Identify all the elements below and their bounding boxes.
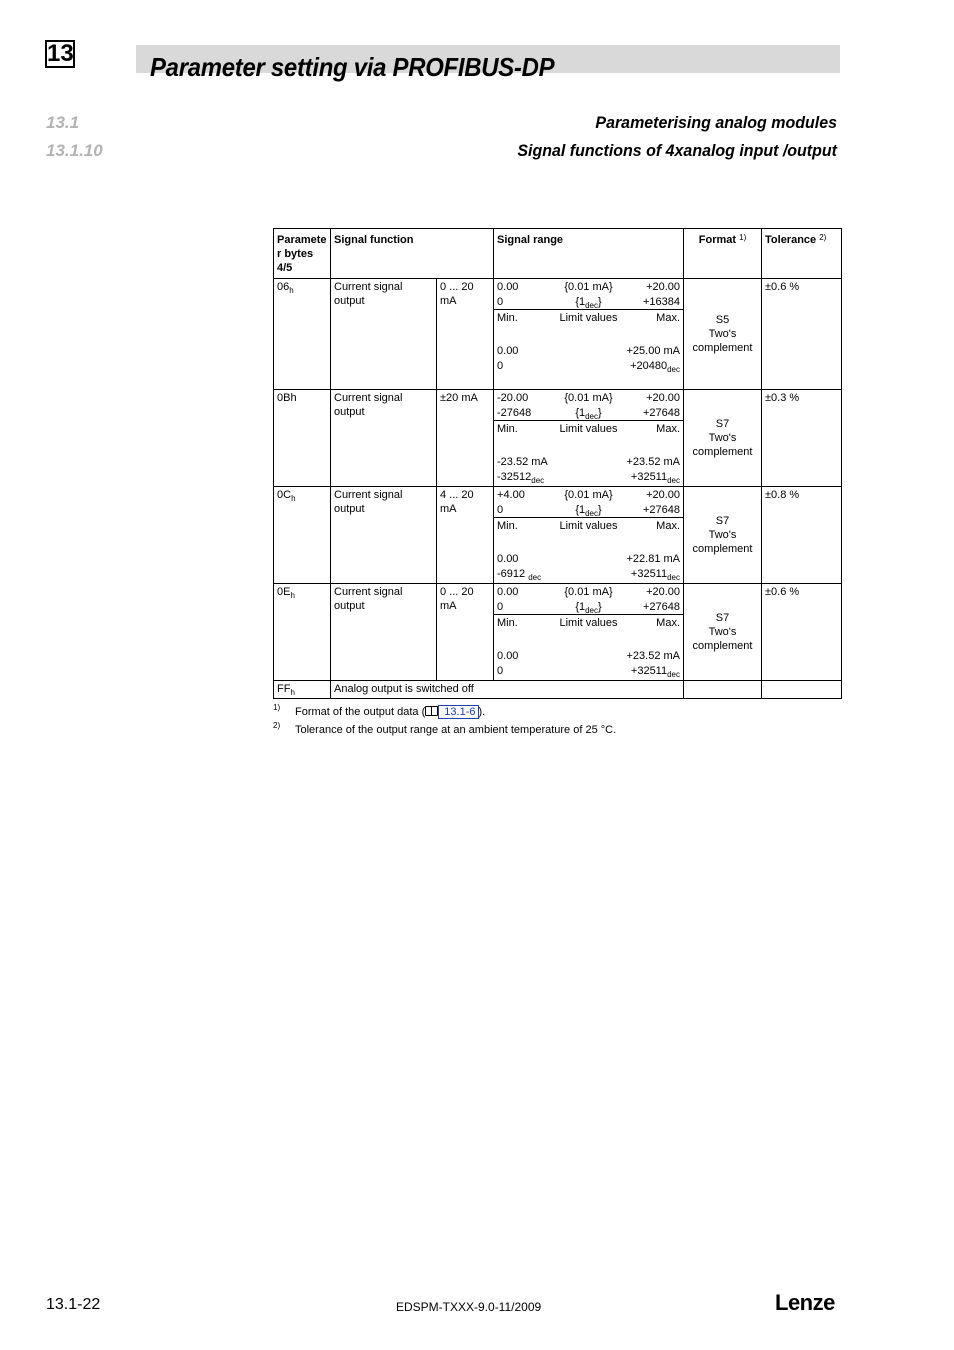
- tolerance-cell: ±0.6 %: [762, 584, 842, 681]
- param-cell: $FF_h$: [274, 681, 331, 699]
- signal-functions-table: [273, 228, 842, 699]
- format-cell: S7 Two's complement: [684, 584, 762, 681]
- document-code: EDSPM-TXXX-9.0-11/2009: [396, 1300, 542, 1314]
- format-cell: S5 Two's complement: [684, 279, 762, 390]
- function-cell: Current signal output: [331, 390, 437, 487]
- range-label-cell: ±20 mA: [437, 390, 494, 487]
- function-cell: Current signal output: [331, 279, 437, 390]
- page-reference-link[interactable]: 13.1-6: [438, 705, 478, 719]
- format-cell: S7 Two's complement: [684, 390, 762, 487]
- tolerance-cell-empty: [762, 681, 842, 699]
- function-cell: Current signal output: [331, 487, 437, 584]
- table-row: [274, 487, 842, 584]
- switched-off-cell: Analog output is switched off: [331, 681, 684, 699]
- tolerance-cell: ±0.3 %: [762, 390, 842, 487]
- function-cell: Current signal output: [331, 584, 437, 681]
- format-cell: S7 Two's complement: [684, 487, 762, 584]
- book-icon: [425, 706, 438, 716]
- chapter-number: 13: [47, 40, 74, 67]
- signal-range-cell: 0.00 {0.01 mA} +20.00 0 $\{1_{dec}\}$ +16384 Min. Limit values Max. 0.00 +25.00 mA 0 $+20480_{dec}$: [494, 279, 684, 390]
- param-cell: $0E_h$: [274, 584, 331, 681]
- lenze-logo: Lenze: [775, 1290, 835, 1315]
- table-row: [274, 279, 842, 390]
- page-number: 13.1-22: [46, 1296, 101, 1313]
- header-tolerance: Tolerance $^{2)}$: [762, 229, 842, 279]
- subsection-title: Signal functions of 4xanalog input /output: [517, 141, 837, 160]
- header-param-bytes: Paramete r bytes 4/5: [274, 229, 331, 279]
- table-row: [274, 390, 842, 487]
- table-row-off: [274, 681, 842, 699]
- range-label-cell: 0 ... 20 mA: [437, 584, 494, 681]
- format-cell-empty: [684, 681, 762, 699]
- subsection-number: 13.1.10: [46, 141, 103, 160]
- table-row: [274, 584, 842, 681]
- header-format: Format $^{1)}$: [684, 229, 762, 279]
- signal-range-cell: +4.00 {0.01 mA} +20.00 0 $\{1_{dec}\}$ +27648 Min. Limit values Max. 0.00 +22.81 mA -6912 $_{dec}$ $+32511_{dec}$: [494, 487, 684, 584]
- table-header-row: [274, 229, 842, 279]
- param-cell: $0C_h$: [274, 487, 331, 584]
- param-cell: $06_h$: [274, 279, 331, 390]
- tolerance-cell: ±0.6 %: [762, 279, 842, 390]
- param-cell: 0Bh: [274, 390, 331, 487]
- section-title: Parameterising analog modules: [595, 113, 837, 132]
- header-signal-range: Signal range: [494, 229, 684, 279]
- range-label-cell: 4 ... 20 mA: [437, 487, 494, 584]
- tolerance-cell: ±0.8 %: [762, 487, 842, 584]
- range-label-cell: 0 ... 20 mA: [437, 279, 494, 390]
- signal-range-cell: 0.00 {0.01 mA} +20.00 0 $\{1_{dec}\}$ +27648 Min. Limit values Max. 0.00 +23.52 mA 0 $+32511_{dec}$: [494, 584, 684, 681]
- signal-range-cell: -20.00 {0.01 mA} +20.00 -27648 $\{1_{dec}\}$ +27648 Min. Limit values Max. -23.52 mA +23.52 mA $-32512_{dec}$ $+32511_{dec}$: [494, 390, 684, 487]
- section-number: 13.1: [46, 113, 80, 132]
- header-signal-function: Signal function: [331, 229, 494, 279]
- page-title: Parameter setting via PROFIBUS-DP: [150, 52, 555, 82]
